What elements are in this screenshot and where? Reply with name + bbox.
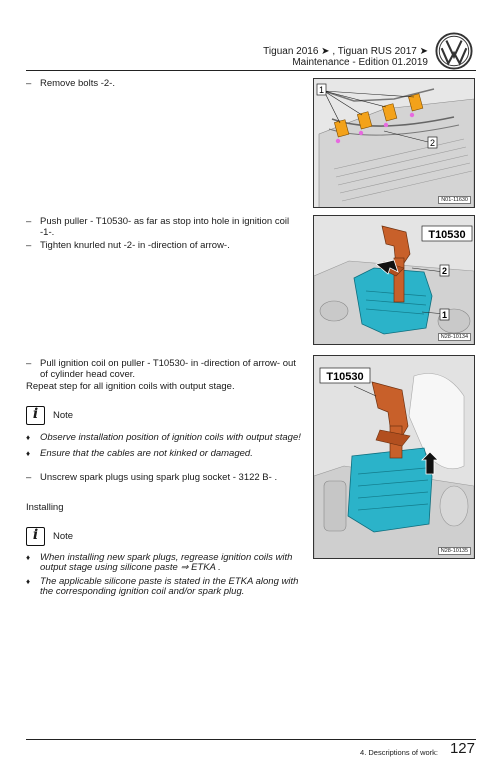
figure-code: N28-10135 <box>438 547 471 555</box>
header-edition: Maintenance - Edition 01.2019 <box>292 57 428 68</box>
diamond-bullet-icon: ♦ <box>26 449 31 458</box>
diamond-bullet-icon: ♦ <box>26 577 31 586</box>
step-unscrew-spark-plugs: – Unscrew spark plugs using spark plug socket - 3122 B- . <box>26 472 298 483</box>
step-text: Pull ignition coil on puller - T10530- in -direction of arrow- out of cylinder head cover. <box>40 358 296 380</box>
step-text: Remove bolts -2-. <box>40 78 115 89</box>
page-number: 127 <box>449 740 475 757</box>
figure-code: N01-11630 <box>438 196 471 204</box>
step-text: Unscrew spark plugs using spark plug socket - 3122 B- . <box>40 472 278 483</box>
vw-logo-icon <box>435 32 473 70</box>
figure-coil-pulled-out <box>313 355 475 559</box>
footer-section: 4. Descriptions of work: <box>360 748 438 757</box>
note-item: ♦ Observe installation position of ignition coils with output stage! <box>26 432 301 443</box>
repeat-instruction: Repeat step for all ignition coils with output stage. <box>26 381 235 392</box>
step-remove-bolts: – Remove bolts -2-. <box>26 78 298 89</box>
figure-label-1: 1 <box>441 310 448 320</box>
step-push-puller: – Push puller - T10530- as far as stop into hole in ignition coil -1-. <box>26 216 298 238</box>
note-header <box>26 527 73 546</box>
step-pull-ignition-coil: – Pull ignition coil on puller - T10530- in -direction of arrow- out of cylinder head cover. <box>26 358 298 380</box>
installing-heading: Installing <box>26 502 64 513</box>
figure-label-1: 1 <box>318 85 325 95</box>
figure-code: N28-10134 <box>438 333 471 341</box>
header-vehicle-models: Tiguan 2016 ➤ , Tiguan RUS 2017 ➤ <box>263 46 428 57</box>
note-label: Note <box>53 531 74 542</box>
note-item: ♦ The applicable silicone paste is stated in the ETKA along with the corresponding ignition coil and/or spark plug. <box>26 576 299 597</box>
diamond-bullet-icon: ♦ <box>26 433 31 442</box>
step-text: Tighten knurled nut -2- in -direction of arrow-. <box>40 240 230 251</box>
tool-label: T10530 <box>428 229 466 241</box>
coil-removal-illustration <box>314 356 475 559</box>
footer-divider <box>26 739 476 740</box>
engine-bay-illustration <box>314 79 475 208</box>
info-icon: i <box>26 406 45 425</box>
figure-ignition-coils-bolts <box>313 78 475 208</box>
note-header <box>26 406 73 425</box>
diamond-bullet-icon: ♦ <box>26 553 31 562</box>
step-text: Push puller - T10530- as far as stop into hole in ignition coil -1-. <box>40 216 290 238</box>
note-item: ♦ When installing new spark plugs, regrease ignition coils with output stage using silicone paste ⇒ ETKA . <box>26 552 293 573</box>
header-divider <box>26 70 476 71</box>
tool-label: T10530 <box>326 371 364 383</box>
note-label: Note <box>53 410 74 421</box>
puller-on-coil-illustration <box>314 216 475 345</box>
step-tighten-nut: – Tighten knurled nut -2- in -direction of arrow-. <box>26 240 298 251</box>
figure-label-2: 2 <box>429 138 436 148</box>
info-icon: i <box>26 527 45 546</box>
note-item: ♦ Ensure that the cables are not kinked or damaged. <box>26 448 253 459</box>
figure-puller-installed <box>313 215 475 345</box>
figure-label-2: 2 <box>441 266 448 276</box>
